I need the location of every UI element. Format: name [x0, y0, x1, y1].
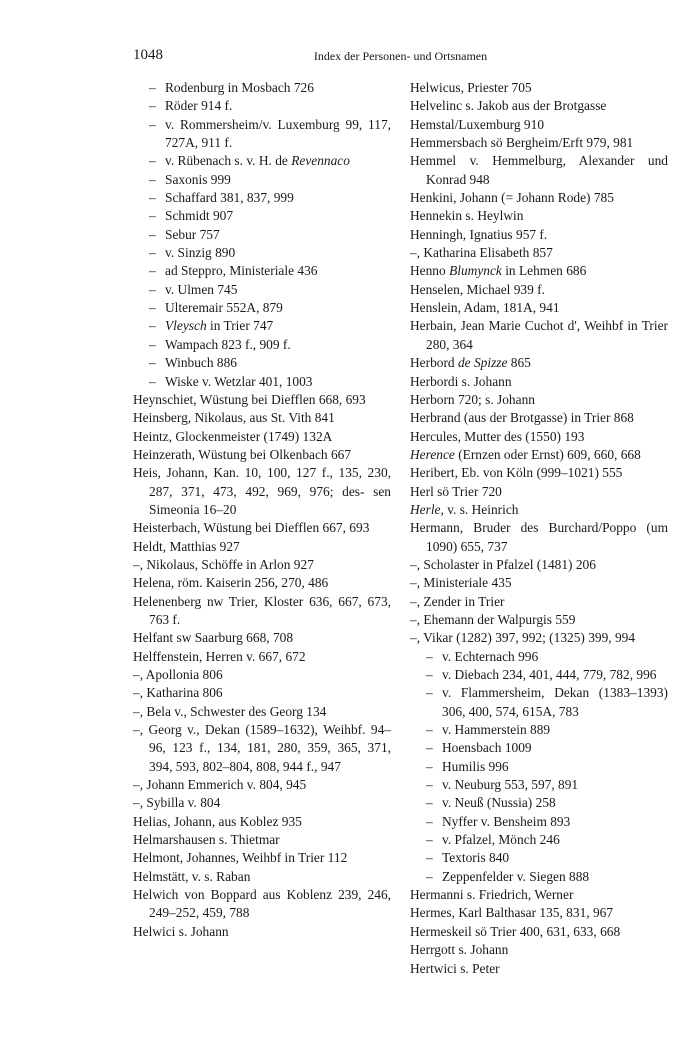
index-entry: [410, 446, 668, 464]
sub-entry-dash: –: [426, 667, 433, 682]
index-entry: [410, 666, 668, 684]
index-entry: [133, 189, 391, 207]
index-entry: [133, 116, 391, 153]
index-entry: [133, 244, 391, 262]
index-entry: [410, 354, 668, 372]
index-entry: [133, 464, 391, 519]
index-entry: [133, 409, 391, 427]
entry-text: Wiske v. Wetzlar 401, 1003: [165, 373, 313, 389]
index-entry: [133, 262, 391, 280]
index-entry: [410, 519, 668, 556]
index-entry: [133, 281, 391, 299]
entry-text: Humilis 996: [442, 758, 509, 774]
index-entry: [410, 373, 668, 391]
entry-text: –, Katharina 806: [133, 685, 223, 701]
entry-text: Röder 914 f.: [165, 98, 233, 114]
sub-entry-dash: –: [149, 116, 156, 132]
entry-text: Hemmel v. Hemmelburg, Alexander und Konrad 948: [410, 153, 668, 187]
index-entry: [133, 519, 391, 537]
index-entry: [410, 464, 668, 482]
entry-text: Helena, röm. Kaiserin 256, 270, 486: [133, 575, 329, 591]
entry-text: , v. s. Heinrich: [440, 501, 519, 517]
index-entry: [410, 849, 668, 867]
index-entry: [410, 152, 668, 189]
index-entry: [410, 79, 668, 97]
index-entry: [410, 501, 668, 519]
entry-text: Saxonis 999: [165, 171, 231, 187]
index-entry: [133, 446, 391, 464]
entry-text: –, Katharina Elisabeth 857: [410, 245, 553, 261]
entry-text: v. Rommersheim/v. Luxemburg 99, 117, 727A, 911 f.: [165, 116, 391, 151]
entry-text: Helwich von Boppard aus Koblenz 239, 246, 249–252, 459, 788: [133, 887, 391, 921]
entry-text: –, Johann Emmerich v. 804, 945: [133, 777, 307, 793]
entry-text: Helenenberg nw Trier, Kloster 636, 667, 673, 763 f.: [133, 593, 391, 627]
entry-text: Henno: [410, 263, 450, 279]
entry-text: Heintz, Glockenmeister (1749) 132A: [133, 428, 333, 444]
index-entry: [133, 868, 391, 886]
index-entry: [410, 868, 668, 886]
index-entry: [410, 556, 668, 574]
index-entry: [133, 354, 391, 372]
sub-entry-dash: –: [149, 226, 156, 242]
entry-text: –, Ministeriale 435: [410, 575, 512, 591]
index-entry: [410, 207, 668, 225]
entry-text: Heis, Johann, Kan. 10, 100, 127 f., 135, 230, 287, 371, 473, 492, 969, 976; des- sen Simeonia 16–20: [133, 465, 391, 517]
index-entry: [133, 813, 391, 831]
index-entry: [133, 428, 391, 446]
sub-entry-dash: –: [149, 153, 156, 169]
entry-text: 865: [507, 355, 531, 371]
index-entry: [410, 281, 668, 299]
entry-text: Hermeskeil sö Trier 400, 631, 633, 668: [410, 923, 621, 939]
index-entry: [133, 207, 391, 225]
sub-entry-dash: –: [426, 832, 433, 848]
sub-entry-dash: –: [426, 648, 433, 664]
entry-text: Herbrand (aus der Brotgasse) in Trier 868: [410, 410, 634, 426]
index-entry: [133, 336, 391, 354]
index-entry: [133, 886, 391, 923]
index-entry: [410, 831, 668, 849]
entry-text: Helmont, Johannes, Weihbf in Trier 112: [133, 850, 348, 866]
entry-text: Sebur 757: [165, 226, 220, 242]
entry-text: Nyffer v. Bensheim 893: [442, 813, 571, 829]
index-entry: [133, 538, 391, 556]
entry-text: Henningh, Ignatius 957 f.: [410, 226, 548, 242]
entry-text: v. Hammerstein 889: [442, 722, 551, 738]
index-entry: [410, 299, 668, 317]
index-column-right: [410, 79, 668, 978]
index-entry: [410, 923, 668, 941]
entry-text: Winbuch 886: [165, 355, 237, 371]
entry-text: Ulteremair 552A, 879: [165, 300, 283, 316]
index-entry: [133, 648, 391, 666]
index-entry: [410, 574, 668, 592]
index-entry: [133, 776, 391, 794]
entry-text: v. Ulmen 745: [165, 281, 238, 297]
entry-text: Herbain, Jean Marie Cuchot d', Weihbf in Trier 280, 364: [410, 318, 668, 352]
index-entry: [410, 134, 668, 152]
entry-text: Hermann, Bruder des Burchard/Poppo (um 1090) 655, 737: [410, 520, 668, 554]
entry-text: Schaffard 381, 837, 999: [165, 190, 294, 206]
entry-text: Herborn 720; s. Johann: [410, 391, 535, 407]
entry-text: Herrgott s. Johann: [410, 942, 509, 958]
entry-text: Herbordi s. Johann: [410, 373, 512, 389]
entry-text: Herl sö Trier 720: [410, 483, 502, 499]
entry-italic-text: Herence: [410, 446, 455, 462]
index-entry: [410, 886, 668, 904]
entry-text: –, Vikar (1282) 397, 992; (1325) 399, 994: [410, 630, 636, 646]
entry-text: v. Flammersheim, Dekan (1383–1393) 306, 400, 574, 615A, 783: [442, 685, 668, 719]
sub-entry-dash: –: [426, 685, 433, 701]
index-entry: [133, 849, 391, 867]
entry-text: Hertwici s. Peter: [410, 960, 500, 976]
entry-text: Helwicus, Priester 705: [410, 80, 532, 95]
index-entry: [410, 97, 668, 115]
entry-text: Hermanni s. Friedrich, Werner: [410, 887, 574, 903]
entry-text: in Trier 747: [206, 318, 274, 334]
index-entry: [133, 794, 391, 812]
running-title: Index der Personen- und Ortsnamen: [313, 49, 488, 63]
index-entry: [133, 629, 391, 647]
entry-text: –, Scholaster in Pfalzel (1481) 206: [410, 556, 596, 572]
index-entry: [410, 262, 668, 280]
sub-entry-dash: –: [149, 336, 156, 352]
index-entry: [410, 409, 668, 427]
index-entry: [133, 556, 391, 574]
sub-entry-dash: –: [426, 868, 433, 884]
index-entry: [410, 739, 668, 757]
index-entry: [410, 391, 668, 409]
sub-entry-dash: –: [426, 722, 433, 738]
index-entry: [410, 960, 668, 978]
entry-italic-text: Herle: [410, 501, 441, 517]
entry-text: Hercules, Mutter des (1550) 193: [410, 428, 585, 444]
entry-text: v. Echternach 996: [442, 648, 539, 664]
entry-text: Heldt, Matthias 927: [133, 538, 240, 554]
index-entry: [133, 666, 391, 684]
index-entry: [133, 391, 391, 409]
index-entry: [410, 629, 668, 647]
entry-text: –, Apollonia 806: [133, 667, 223, 682]
sub-entry-dash: –: [149, 263, 156, 279]
index-entry: [410, 593, 668, 611]
index-entry: [133, 703, 391, 721]
entry-text: Heribert, Eb. von Köln (999–1021) 555: [410, 465, 623, 481]
index-entry: [410, 776, 668, 794]
entry-text: in Lehmen 686: [501, 263, 587, 279]
index-entry: [410, 428, 668, 446]
entry-italic-text: Revennaco: [291, 153, 350, 169]
index-entry: [133, 317, 391, 335]
entry-text: Hemmersbach sö Bergheim/Erft 979, 981: [410, 135, 634, 151]
index-entry: [133, 79, 391, 97]
index-entry: [410, 684, 668, 721]
entry-text: –, Nikolaus, Schöffe in Arlon 927: [133, 556, 314, 572]
index-entry: [133, 171, 391, 189]
index-entry: [410, 758, 668, 776]
sub-entry-dash: –: [149, 171, 156, 187]
entry-text: Henkini, Johann (= Johann Rode) 785: [410, 190, 614, 206]
sub-entry-dash: –: [426, 813, 433, 829]
entry-text: Heinsberg, Nikolaus, aus St. Vith 841: [133, 410, 335, 426]
sub-entry-dash: –: [149, 355, 156, 371]
sub-entry-dash: –: [426, 777, 433, 793]
entry-text: –, Ehemann der Walpurgis 559: [410, 611, 576, 627]
index-entry: [410, 794, 668, 812]
entry-text: –, Zender in Trier: [410, 593, 505, 609]
index-entry: [133, 721, 391, 776]
entry-text: Wampach 823 f., 909 f.: [165, 336, 291, 352]
index-entry: [133, 226, 391, 244]
index-entry: [410, 721, 668, 739]
entry-text: Heinzerath, Wüstung bei Olkenbach 667: [133, 446, 352, 462]
sub-entry-dash: –: [149, 98, 156, 114]
index-entry: [133, 574, 391, 592]
index-entry: [410, 317, 668, 354]
page-header: [133, 47, 668, 67]
entry-text: Hermes, Karl Balthasar 135, 831, 967: [410, 905, 614, 921]
entry-text: Henselen, Michael 939 f.: [410, 281, 545, 297]
index-entry: [410, 483, 668, 501]
entry-text: Zeppenfelder v. Siegen 888: [442, 868, 590, 884]
entry-text: ad Steppro, Ministeriale 436: [165, 263, 318, 279]
index-entry: [410, 116, 668, 134]
index-entry: [133, 97, 391, 115]
index-entry: [133, 831, 391, 849]
entry-text: v. Neuß (Nussia) 258: [442, 795, 556, 811]
entry-text: Henslein, Adam, 181A, 941: [410, 300, 560, 316]
sub-entry-dash: –: [149, 190, 156, 206]
entry-italic-text: de Spizze: [457, 355, 508, 371]
index-entry: [410, 904, 668, 922]
entry-text: Helwici s. Johann: [133, 923, 229, 939]
sub-entry-dash: –: [149, 281, 156, 297]
sub-entry-dash: –: [149, 318, 156, 334]
index-entry: [410, 813, 668, 831]
entry-text: Textoris 840: [442, 850, 510, 866]
entry-text: Schmidt 907: [165, 208, 234, 224]
entry-text: Hoensbach 1009: [442, 740, 532, 756]
sub-entry-dash: –: [426, 740, 433, 756]
page-number: 1048: [133, 47, 163, 63]
entry-text: v. Rübenach s. v. H. de: [165, 153, 292, 169]
entry-text: Hemstal/Luxemburg 910: [410, 116, 545, 132]
entry-text: Helmarshausen s. Thietmar: [133, 832, 280, 848]
index-entry: [410, 189, 668, 207]
entry-text: v. Pfalzel, Mönch 246: [442, 832, 560, 848]
entry-text: Hennekin s. Heylwin: [410, 208, 524, 224]
entry-text: Helvelinc s. Jakob aus der Brotgasse: [410, 98, 607, 114]
entry-text: (Ernzen oder Ernst) 609, 660, 668: [454, 446, 641, 462]
index-entry: [133, 684, 391, 702]
index-entry: [410, 941, 668, 959]
entry-text: Helfant sw Saarburg 668, 708: [133, 630, 294, 646]
sub-entry-dash: –: [149, 245, 156, 261]
entry-text: –, Sybilla v. 804: [133, 795, 221, 811]
index-entry: [410, 226, 668, 244]
entry-text: v. Sinzig 890: [165, 245, 236, 261]
entry-text: Helmstätt, v. s. Raban: [133, 868, 251, 884]
index-entry: [133, 152, 391, 170]
sub-entry-dash: –: [426, 850, 433, 866]
sub-entry-dash: –: [149, 80, 156, 95]
sub-entry-dash: –: [149, 208, 156, 224]
entry-text: –, Georg v., Dekan (1589–1632), Weihbf. 94–96, 123 f., 134, 181, 280, 359, 365, 371, 394, 593, 802–804, 808, 944 f., 947: [133, 722, 391, 774]
index-entry: [410, 611, 668, 629]
entry-text: Heisterbach, Wüstung bei Diefflen 667, 693: [133, 520, 370, 536]
index-entry: [133, 373, 391, 391]
entry-text: v. Neuburg 553, 597, 891: [442, 777, 579, 793]
index-entry: [133, 923, 391, 941]
index-entry: [410, 244, 668, 262]
entry-text: Helffenstein, Herren v. 667, 672: [133, 648, 306, 664]
sub-entry-dash: –: [426, 758, 433, 774]
entry-text: Herbord: [410, 355, 458, 371]
entry-text: Rodenburg in Mosbach 726: [165, 80, 314, 95]
entry-text: v. Diebach 234, 401, 444, 779, 782, 996: [442, 667, 657, 682]
sub-entry-dash: –: [426, 795, 433, 811]
index-column-left: [133, 79, 391, 941]
entry-text: Heynschiet, Wüstung bei Diefflen 668, 693: [133, 391, 366, 407]
entry-italic-text: Vleysch: [165, 318, 207, 334]
entry-text: –, Bela v., Schwester des Georg 134: [133, 703, 327, 719]
sub-entry-dash: –: [149, 373, 156, 389]
index-entry: [410, 648, 668, 666]
entry-italic-text: Blumynck: [449, 263, 502, 279]
index-entry: [133, 593, 391, 630]
entry-text: Helias, Johann, aus Koblez 935: [133, 813, 302, 829]
index-entry: [133, 299, 391, 317]
sub-entry-dash: –: [149, 300, 156, 316]
